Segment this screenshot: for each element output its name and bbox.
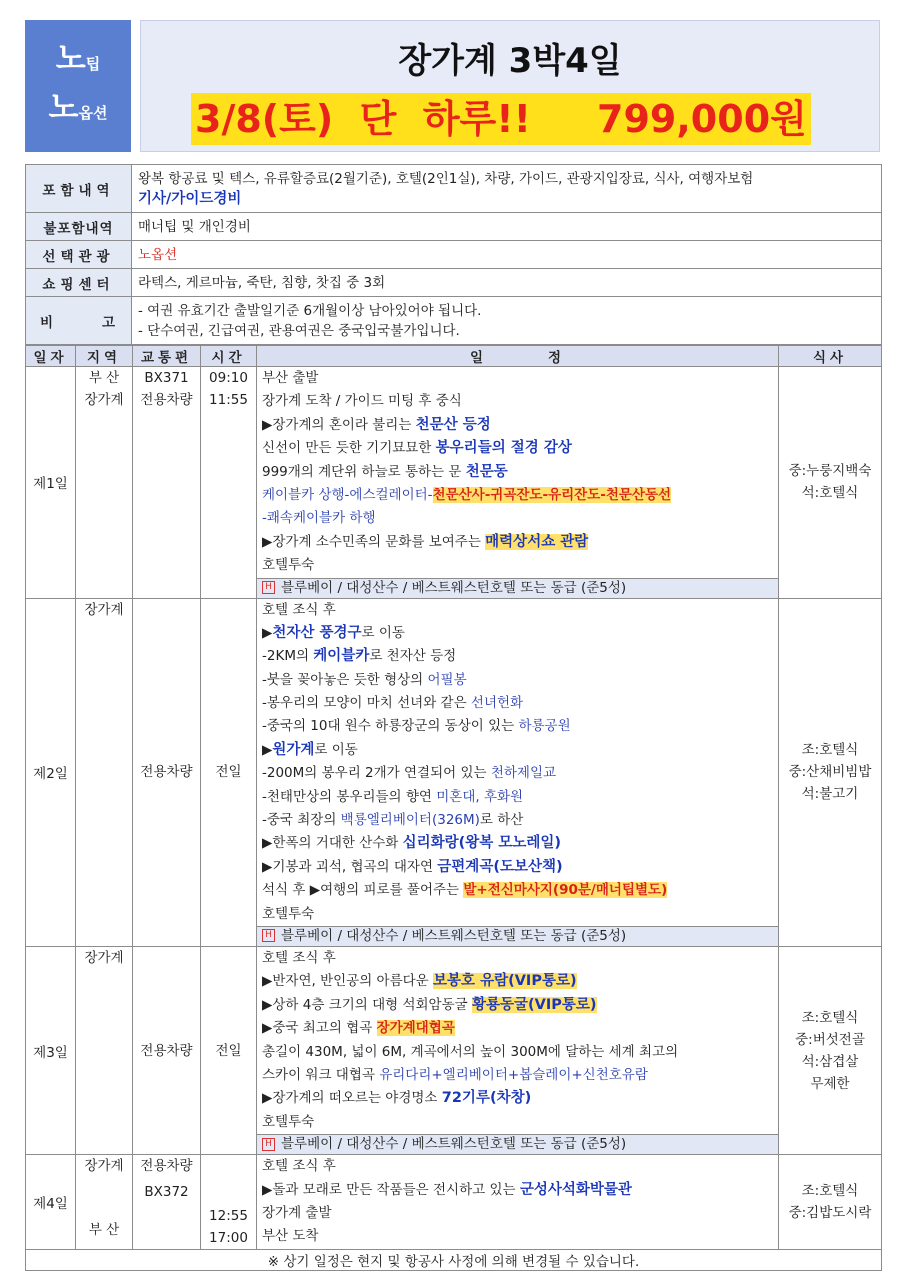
included-text: 왕복 항공료 및 텍스, 유류할증료(2월기준), 호텔(2인1실), 차량, 가이드, 관광지입장료, 식사, 여행자보험 (138, 170, 754, 187)
itinerary-text: 황룡동굴(VIP통로) (471, 996, 597, 1013)
itinerary-text: 장가계 출발 (262, 1204, 332, 1221)
itinerary-text: 금편계곡(도보산책) (437, 858, 563, 875)
itinerary-text: -천태만상의 봉우리들의 향연 (262, 788, 437, 805)
info-value: 노옵션 (132, 241, 882, 269)
hotel-info-bar (257, 578, 778, 598)
hotel-icon: H (262, 581, 275, 594)
itinerary-text: 원가계 (272, 741, 315, 758)
region-cell (76, 367, 133, 599)
meal-item: 무제한 (810, 1075, 850, 1092)
time-cell (201, 1155, 257, 1250)
itinerary-text: 호텔 조식 후 (262, 601, 336, 618)
remark-line: - 단수여권, 긴급여권, 관용여권은 중국입국불가입니다. (138, 322, 460, 339)
itinerary-text: 999개의 계단위 하늘로 통하는 문 (262, 463, 466, 480)
info-label: 불포함내역 (26, 213, 132, 241)
itinerary-text: 매력상서쇼 관람 (485, 533, 589, 550)
itinerary-line (257, 669, 778, 692)
info-label: 비 고 (26, 297, 132, 345)
transport-cell (133, 367, 201, 599)
itinerary-line (257, 762, 778, 785)
itinerary-text: 호텔투숙 (262, 557, 315, 574)
info-row-shopping (26, 269, 882, 297)
itinerary-text: 호텔투숙 (262, 905, 315, 922)
promo-price: 3/8(토) 단 하루!! 799,000원 (191, 93, 811, 145)
itinerary-cell (257, 946, 779, 1154)
schedule-table (25, 345, 882, 1271)
itinerary-line (257, 484, 778, 507)
itinerary-text: -쾌속케이블카 하행 (262, 510, 376, 527)
itinerary-line (257, 879, 778, 902)
itinerary-text: 천하제일교 (490, 765, 557, 782)
itinerary-text: 백룡엘리베이터(326M) (340, 812, 480, 829)
schedule-day-row (26, 598, 882, 946)
itinerary-line (257, 692, 778, 715)
itinerary-text: 장가계 도착 / 가이드 미팅 후 중식 (262, 393, 462, 410)
itinerary-text: 봉우리들의 절경 감상 (435, 440, 572, 457)
itinerary-line (257, 786, 778, 809)
itinerary-text: 장가계대협곡 (376, 1020, 455, 1037)
hotel-icon: H (262, 1138, 275, 1151)
remark-line: - 여권 유효기간 출발일기준 6개월이상 남아있어야 됩니다. (138, 302, 482, 319)
itinerary-line (257, 809, 778, 832)
itinerary-text: 부산 도착 (262, 1228, 319, 1245)
transport-cell (133, 598, 201, 946)
schedule-header-cell: 교통편 (133, 346, 201, 367)
logo-line2-small: 옵션 (78, 104, 108, 122)
itinerary-line (257, 531, 778, 554)
itinerary-cell (257, 1155, 779, 1250)
itinerary-line (257, 622, 778, 645)
itinerary-text: 선녀헌화 (470, 695, 524, 712)
itinerary-text: ▶한폭의 거대한 산수화 (262, 835, 403, 852)
meal-item: 석:삼겹살 (801, 1053, 859, 1070)
itinerary-text: ▶돌과 모래로 만든 작품들은 전시하고 있는 (262, 1181, 520, 1198)
itinerary-text: ▶중국 최고의 협곡 (262, 1020, 377, 1037)
day-label: 제2일 (26, 598, 76, 946)
itinerary-line (257, 461, 778, 484)
itinerary-line (257, 970, 778, 993)
itinerary-text: 로 하산 (479, 812, 524, 829)
itinerary-line (257, 1064, 778, 1087)
info-label: 선택관광 (26, 241, 132, 269)
meal-item: 조:호텔식 (801, 742, 859, 759)
schedule-header-cell: 일 정 (257, 346, 779, 367)
time-cell-value: 전일 (215, 764, 242, 781)
hotel-info-bar (257, 1134, 778, 1154)
hotel-text: 블루베이 / 대성산수 / 베스트웨스턴호텔 또는 동급 (준5성) (281, 579, 627, 596)
time-cell (201, 598, 257, 946)
info-row-option (26, 241, 882, 269)
meal-item: 중:버섯전골 (795, 1031, 865, 1048)
itinerary-text: 어필봉 (427, 671, 467, 688)
itinerary-line (257, 1179, 778, 1202)
itinerary-text: 호텔 조식 후 (262, 949, 336, 966)
meal-item: 석:호텔식 (801, 485, 859, 502)
region-cell-value: 장가계 (84, 392, 124, 408)
region-cell-value: 부 산 (88, 1222, 120, 1239)
schedule-header-cell: 시간 (201, 346, 257, 367)
itinerary-text: 천문동 (465, 463, 508, 480)
itinerary-text: 천자산 풍경구 (272, 624, 362, 641)
itinerary-text: 석식 후 ▶여행의 피로를 풀어주는 (262, 882, 464, 899)
itinerary-line (257, 1017, 778, 1040)
logo-line2-big: 노 (48, 90, 79, 126)
itinerary-text: 호텔 조식 후 (262, 1158, 336, 1175)
schedule-header-cell: 식사 (779, 346, 882, 367)
itinerary-line (257, 437, 778, 460)
itinerary-text: -붓을 꽂아놓은 듯한 형상의 (262, 671, 428, 688)
transport-cell-value: 전용차량 (140, 1042, 193, 1059)
info-value: 매너팁 및 개인경비 (132, 213, 882, 241)
time-cell-value: 12:55 (209, 1207, 248, 1224)
hotel-info-bar (257, 926, 778, 946)
itinerary-line (257, 1111, 778, 1134)
info-row-excluded (26, 213, 882, 241)
region-cell (76, 946, 133, 1154)
itinerary-text: -봉우리의 모양이 마치 선녀와 같은 (262, 695, 471, 712)
time-cell (201, 946, 257, 1154)
itinerary-text: 하룡공원 (518, 718, 571, 735)
time-cell-value: 09:10 (209, 370, 248, 386)
itinerary-text: 케이블카 (313, 648, 370, 665)
itinerary-text: 스카이 워크 대협곡 (262, 1066, 380, 1083)
transport-cell-value: BX371 (144, 370, 189, 386)
time-cell-value: 전일 (215, 1042, 242, 1059)
info-row-included (26, 165, 882, 213)
schedule-header (26, 346, 882, 367)
schedule-header-cell: 지역 (76, 346, 133, 367)
meal-item: 중:누룽지백숙 (788, 463, 872, 480)
region-cell (76, 1155, 133, 1250)
itinerary-text: -중국의 10대 원수 하룡장군의 동상이 있는 (262, 718, 519, 735)
day-label: 제4일 (26, 1155, 76, 1250)
schedule-footnote: ※ 상기 일정은 현지 및 항공사 사정에 의해 변경될 수 있습니다. (26, 1249, 882, 1270)
transport-cell-value: 전용차량 (140, 764, 193, 781)
hotel-icon: H (262, 929, 275, 942)
included-extra: 기사/가이드경비 (138, 190, 242, 207)
itinerary-text: ▶장가계의 혼이라 불리는 (262, 416, 416, 433)
meal-item: 중:김밥도시락 (788, 1204, 872, 1221)
logo-line1-small: 팁 (85, 55, 101, 73)
meal-cell (779, 367, 882, 599)
hotel-text: 블루베이 / 대성산수 / 베스트웨스턴호텔 또는 동급 (준5성) (281, 1136, 627, 1153)
itinerary-text: 천문산사-귀곡잔도-유리잔도-천문산동선 (432, 486, 672, 503)
itinerary-text: ▶기봉과 괴석, 협곡의 대자연 (262, 858, 438, 875)
transport-cell-value: 전용차량 (140, 1158, 193, 1175)
itinerary-text: 72기루(차창) (441, 1090, 532, 1107)
itinerary-text: 유리다리+엘리베이터+봅슬레이+신천호유람 (379, 1066, 648, 1083)
region-cell (76, 598, 133, 946)
itinerary-line (257, 390, 778, 413)
itinerary-text: ▶반자연, 반인공의 아름다운 (262, 973, 433, 990)
day-label: 제3일 (26, 946, 76, 1154)
itinerary-line (257, 739, 778, 762)
logo-line1-big: 노 (55, 41, 86, 77)
itinerary-text: -200M의 봉우리 2개가 연결되어 있는 (262, 765, 491, 782)
itinerary-line (257, 994, 778, 1017)
time-cell-value: 11:55 (209, 392, 248, 408)
info-table (25, 164, 882, 345)
itinerary-text: -중국 최장의 (262, 812, 341, 829)
itinerary-line (257, 1041, 778, 1064)
region-cell-value: 부 산 (88, 370, 120, 386)
itinerary-text: 케이블카 상행-에스컬레이터- (262, 486, 433, 503)
day-label: 제1일 (26, 367, 76, 599)
schedule-day-row (26, 367, 882, 599)
itinerary-text: ▶장가계의 떠오르는 야경명소 (262, 1090, 442, 1107)
itinerary-text: 로 천자산 등정 (369, 648, 457, 665)
page-title: 장가계 3박4일 (398, 41, 622, 81)
itinerary-line (257, 832, 778, 855)
itinerary-text: ▶상하 4층 크기의 대형 석회암동굴 (262, 996, 472, 1013)
itinerary-line (257, 599, 778, 622)
transport-cell (133, 1155, 201, 1250)
itinerary-text: ▶ (262, 624, 273, 641)
itinerary-line (257, 856, 778, 879)
info-value (132, 297, 882, 345)
meal-item: 중:산채비빔밥 (788, 764, 872, 781)
header-banner (140, 20, 880, 152)
info-row-remarks (26, 297, 882, 345)
itinerary-text: 총길이 430M, 넓이 6M, 계곡에서의 높이 300M에 달하는 세계 최고의 (262, 1043, 679, 1060)
itinerary-cell (257, 367, 779, 599)
meal-cell (779, 946, 882, 1154)
itinerary-line (257, 645, 778, 668)
transport-cell-value: 전용차량 (140, 392, 193, 408)
itinerary-text: 천문산 등정 (415, 416, 491, 433)
itinerary-text: 신선이 만든 듯한 기기묘묘한 (262, 440, 436, 457)
info-value: 라텍스, 게르마늄, 죽탄, 침향, 찻집 중 3회 (132, 269, 882, 297)
meal-cell (779, 598, 882, 946)
itinerary-line (257, 554, 778, 577)
region-cell-value: 장가계 (84, 1158, 124, 1175)
itinerary-line (257, 1087, 778, 1110)
itinerary-line (257, 367, 778, 390)
itinerary-text: -2KM의 (262, 648, 314, 665)
meal-item: 조:호텔식 (801, 1009, 859, 1026)
info-value (132, 165, 882, 213)
itinerary-line (257, 414, 778, 437)
hotel-text: 블루베이 / 대성산수 / 베스트웨스턴호텔 또는 동급 (준5성) (281, 927, 627, 944)
itinerary-line (257, 507, 778, 530)
transport-cell-value: BX372 (144, 1184, 189, 1201)
itinerary-text: 로 이동 (361, 624, 405, 641)
itinerary-cell (257, 598, 779, 946)
itinerary-text: ▶ (262, 741, 273, 758)
itinerary-text: 십리화랑(왕복 모노레일) (402, 835, 561, 852)
region-cell-value: 장가계 (84, 949, 124, 966)
schedule-header-cell: 일자 (26, 346, 76, 367)
itinerary-text: ▶장가계 소수민족의 문화를 보여주는 (262, 533, 486, 550)
meal-item: 조:호텔식 (801, 1182, 859, 1199)
time-cell-value: 17:00 (209, 1229, 248, 1246)
itinerary-text: 로 이동 (314, 741, 358, 758)
meal-item: 석:불고기 (801, 786, 859, 803)
itinerary-text: 보봉호 유람(VIP통로) (433, 973, 577, 990)
itinerary-text: 미혼대, 후화원 (436, 788, 524, 805)
schedule-day-row (26, 1155, 882, 1250)
transport-cell (133, 946, 201, 1154)
region-cell-value: 장가계 (84, 601, 124, 618)
itinerary-line (257, 947, 778, 970)
meal-cell (779, 1155, 882, 1250)
info-label: 포함내역 (26, 165, 132, 213)
itinerary-text: 발+전신마사지(90분/매너팁별도) (463, 882, 668, 899)
itinerary-text: 호텔투숙 (262, 1113, 315, 1130)
itinerary-line (257, 715, 778, 738)
itinerary-text: 부산 출발 (262, 370, 319, 386)
itinerary-text: 군성사석화박물관 (519, 1181, 632, 1198)
itinerary-line (257, 1202, 778, 1225)
itinerary-line (257, 903, 778, 926)
schedule-day-row (26, 946, 882, 1154)
brand-logo (25, 20, 131, 152)
info-label: 쇼핑센터 (26, 269, 132, 297)
itinerary-line (257, 1225, 778, 1248)
itinerary-line (257, 1155, 778, 1178)
time-cell (201, 367, 257, 599)
